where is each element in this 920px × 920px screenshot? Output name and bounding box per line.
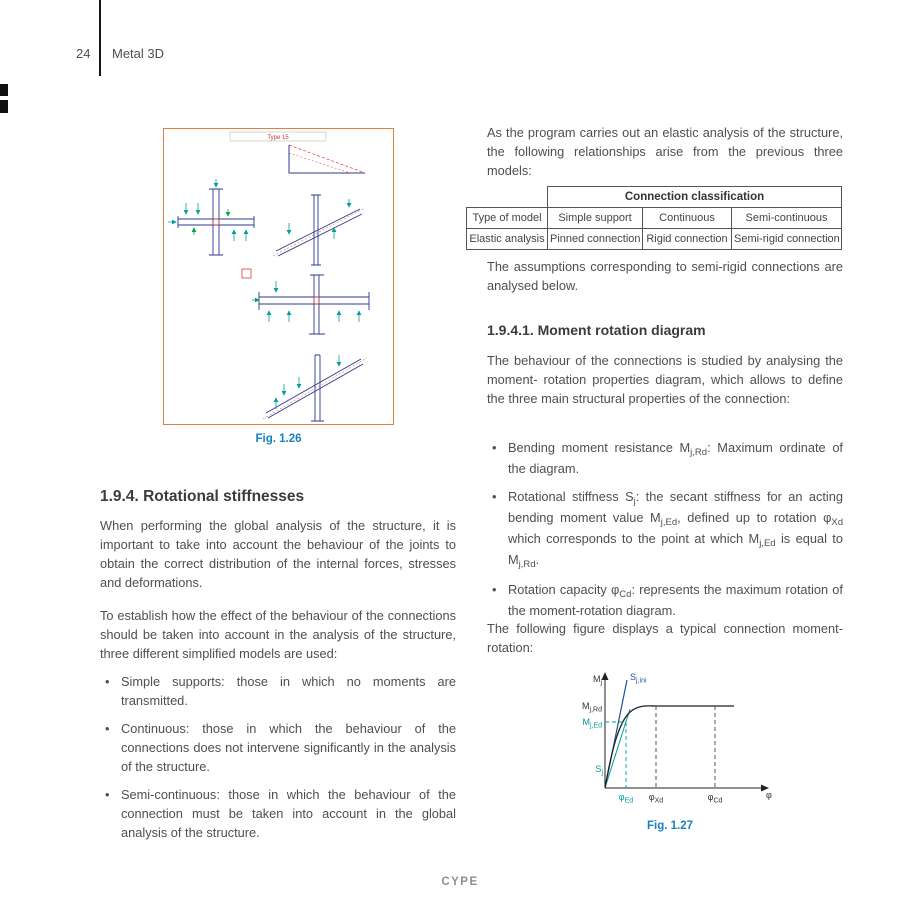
section-heading-194: 1.9.4. Rotational stiffnesses [100,488,305,505]
table-stub-cell [467,187,548,208]
right-bullet-list [487,438,843,629]
table-cell: Pinned connection [548,229,643,250]
inclined-joint-sketch [273,195,365,265]
list-item: • Continuous: those in which the behaviour of the connections does not intervene significantly in the analysis of the structure. [100,719,456,776]
list-item: • Rotational stiffness Sj: the secant stiffness for an acting bending moment value Mj,Ed, defined up to rotation φXd which corresponds to the point at which Mj,Ed is equal to Mj,Rd. [487,487,843,571]
table-cell: Elastic analysis [467,229,548,250]
table-title: Connection classification [548,187,842,208]
figure-1-26-drawing [164,129,393,424]
list-item: • Semi-continuous: those in which the behaviour of the connection must be taken into account in the global analysis of the structure. [100,785,456,842]
rotation-construction-lines [656,706,715,788]
paragraph: The assumptions corresponding to semi-rigid connections are analysed below. [487,259,843,293]
table-cell: Semi-rigid connection [732,229,842,250]
secant-stiffness-line [605,709,630,788]
paragraph: When performing the global analysis of the structure, it is important to take into account the behaviour of the joints to obtain the correct distribution of the internal forces, stresses and deformations. [100,518,456,590]
figure-1-26-caption: Fig. 1.26 [255,433,302,445]
sjini-label: $S_{j,ini}$ [630,672,647,685]
page-number: 24 [76,46,91,61]
phi-xd-label: $\varphi_{Xd}$ [648,792,664,805]
table-cell: Simple support [548,208,643,229]
phi-ed-label: $\varphi_{Ed}$ [618,792,634,805]
paragraph: The following figure displays a typical connection moment-rotation: [487,621,843,655]
axes [602,672,770,792]
list-item: • Rotation capacity φCd: represents the maximum rotation of the moment-rotation diagram. [487,580,843,620]
left-bullet-list [100,672,456,851]
list-item: • Bending moment resistance Mj,Rd: Maximum ordinate of the diagram. [487,438,843,478]
inclined-beam-sketch [263,355,367,421]
table-cell: Rigid connection [643,229,732,250]
print-mark [0,100,8,113]
table-row [467,229,842,250]
figure-type-label: Type 15 [267,135,289,141]
figure-labels [582,672,772,805]
list-item: • Simple supports: those in which no moments are transmitted. [100,672,456,710]
mjrd-label: $M_{j,Rd}$ [582,701,602,714]
section-heading-1941: 1.9.4.1. Moment rotation diagram [487,322,706,338]
paragraph: To establish how the effect of the behaviour of the connections should be taken into account in the analysis of the structure, three different simplified models are used: [100,608,456,661]
moment-rotation-curve [605,706,734,788]
phi-axis-label: φ [766,790,772,800]
mjed-label: $M_{j,Ed}$ [582,717,602,730]
chapter-title: Metal 3D [112,46,165,61]
print-mark [0,84,8,96]
tee-joint-sketch [252,275,369,334]
paragraph: As the program carries out an elastic analysis of the structure, the following relationships arise from the previous three models: [487,125,843,178]
connection-classification-table [466,186,842,250]
table-cell: Semi-continuous [732,208,842,229]
figure-1-27-caption: Fig. 1.27 [646,820,694,832]
header-divider [99,0,101,76]
node-marker [242,269,251,278]
figure-1-26 [163,128,394,425]
paragraph: The behaviour of the connections is studied by analysing the moment- rotation properties diagram, which allows to define the three main structural properties of the connection: [487,353,843,406]
cross-joint-sketch [168,179,254,255]
phi-cd-label: $\varphi_{Cd}$ [707,792,723,805]
table-cell: Continuous [643,208,732,229]
haunch-sketch [289,145,365,173]
figure-1-27 [560,666,780,816]
table-row [467,208,842,229]
footer-brand: CYPE [441,876,479,888]
table-cell: Type of model [467,208,548,229]
sj-label: $S_j$ [595,764,603,777]
m-axis-label: $M_j$ [592,674,602,687]
